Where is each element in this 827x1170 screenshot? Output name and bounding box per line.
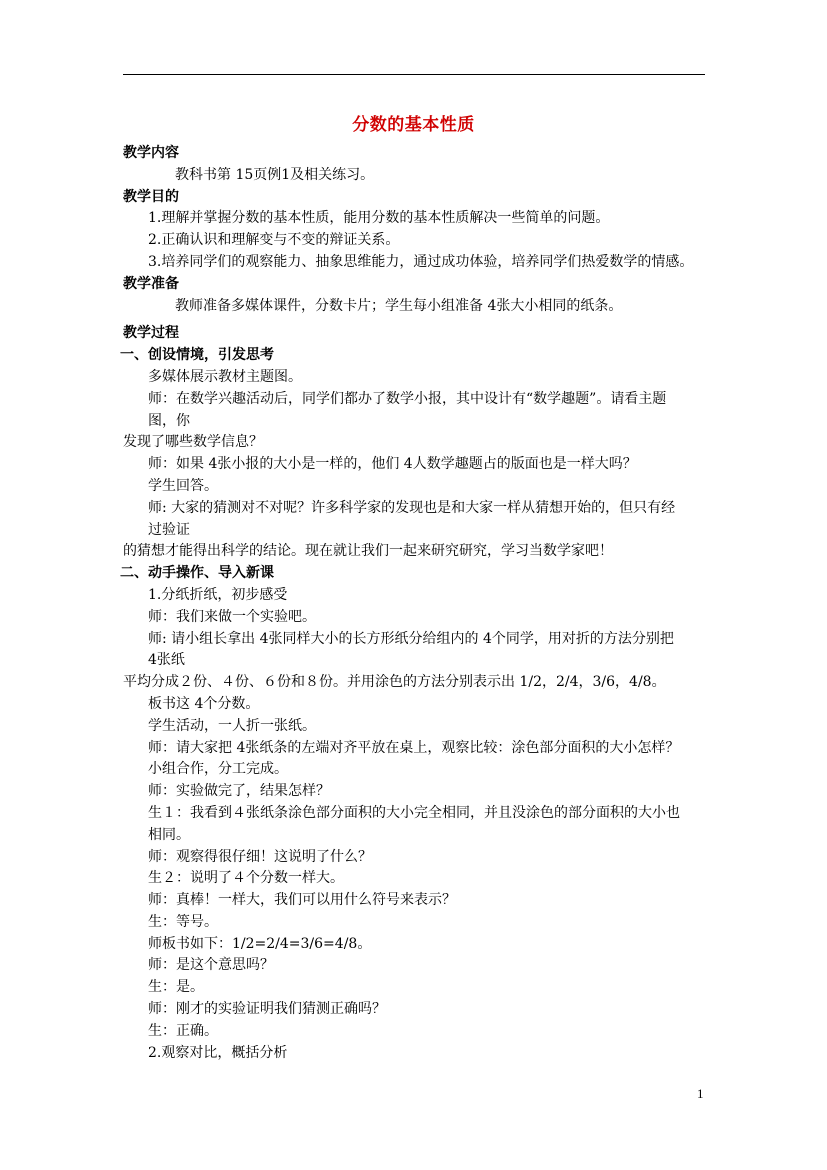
paragraph-line: 师: 大家的猜测对不对呢？许多科学家的发现也是和大家一样从猜想开始的，但只有经	[148, 499, 676, 516]
paragraph-line: 教师准备多媒体课件，分数卡片；学生每小组准备 4张大小相同的纸条。	[175, 297, 623, 314]
page-number: 1	[697, 1086, 704, 1101]
document-body	[120, 143, 709, 1064]
document-title: 分数的基本性质	[352, 115, 475, 135]
paragraph-line: 板书这 4个分数。	[148, 695, 260, 712]
subsection-heading-part1: 一、创设情境，引发思考	[120, 347, 274, 364]
paragraph-line: 学生活动，一人折一张纸。	[148, 717, 316, 734]
paragraph-line: 1.分纸折纸，初步感受	[148, 586, 288, 603]
paragraph-line: 发现了哪些数学信息？	[123, 434, 263, 451]
paragraph-line: 师：观察得很仔细！这说明了什么？	[148, 848, 372, 865]
paragraph-line: 教科书第 15页例1及相关练习。	[175, 166, 375, 183]
paragraph-line: 过验证	[148, 521, 190, 538]
paragraph-line: 师：是这个意思吗？	[148, 957, 274, 974]
paragraph-line: 生：正确。	[148, 1022, 218, 1039]
paragraph-line: 4张纸	[148, 652, 185, 669]
paragraph-line: 的猜想才能得出科学的结论。现在就让我们一起来研究研究，学习当数学家吧！	[123, 543, 613, 560]
paragraph-line: 师：如果 4张小报的大小是一样的，他们 4人数学趣题占的版面也是一样大吗？	[148, 456, 637, 473]
paragraph-line: 图，你	[148, 412, 190, 429]
paragraph-line: 多媒体展示教材主题图。	[148, 368, 302, 385]
paragraph-line: 相同。	[148, 826, 190, 843]
header-rule	[123, 74, 705, 75]
subsection-heading-part2: 二、动手操作、导入新课	[120, 565, 274, 582]
section-heading-goals: 教学目的	[123, 188, 179, 205]
paragraph-line: 师：在数学兴趣活动后，同学们都办了数学小报，其中设计有“数学趣题”。请看主题	[148, 390, 667, 407]
paragraph-line: 生１：我看到４张纸条涂色部分面积的大小完全相同，并且没涂色的部分面积的大小也	[148, 804, 680, 821]
paragraph-line: 师：刚才的实验证明我们猜测正确吗？	[148, 1001, 386, 1018]
paragraph-line: 生２：说明了４个分数一样大。	[148, 870, 344, 887]
goal-item-1: 1.理解并掌握分数的基本性质，能用分数的基本性质解决一些简单的问题。	[148, 210, 610, 227]
paragraph-line: 师: 请小组长拿出 4张同样大小的长方形纸分给组内的 4个同学，用对折的方法分别把	[148, 630, 674, 647]
paragraph-line: 平均分成２份、４份、６份和８份。并用涂色的方法分别表示出 1/2，2/4，3/6，4/8。	[123, 674, 666, 691]
paragraph-line: 学生回答。	[148, 477, 218, 494]
section-heading-prep: 教学准备	[123, 275, 179, 292]
paragraph-line: 师：实验做完了，结果怎样？	[148, 783, 330, 800]
paragraph-line: 生：等号。	[148, 913, 218, 930]
paragraph-line: 师：真棒！一样大，我们可以用什么符号来表示？	[148, 892, 456, 909]
paragraph-line: 师：请大家把 4张纸条的左端对齐平放在桌上，观察比较：涂色部分面积的大小怎样？	[148, 739, 680, 756]
paragraph-line: 2.观察对比，概括分析	[148, 1044, 288, 1061]
paragraph-line: 师板书如下：1/2=2/4=3/6=4/8。	[148, 935, 372, 952]
section-heading-process: 教学过程	[123, 325, 179, 342]
section-heading-content: 教学内容	[123, 145, 179, 161]
goal-item-2: 2.正确认识和理解变与不变的辩证关系。	[148, 232, 400, 249]
paragraph-line: 小组合作，分工完成。	[148, 761, 288, 778]
paragraph-line: 师：我们来做一个实验吧。	[148, 608, 316, 625]
goal-item-3: 3.培养同学们的观察能力、抽象思维能力，通过成功体验，培养同学们热爱数学的情感。	[148, 253, 694, 270]
paragraph-line: 生：是。	[148, 979, 204, 996]
